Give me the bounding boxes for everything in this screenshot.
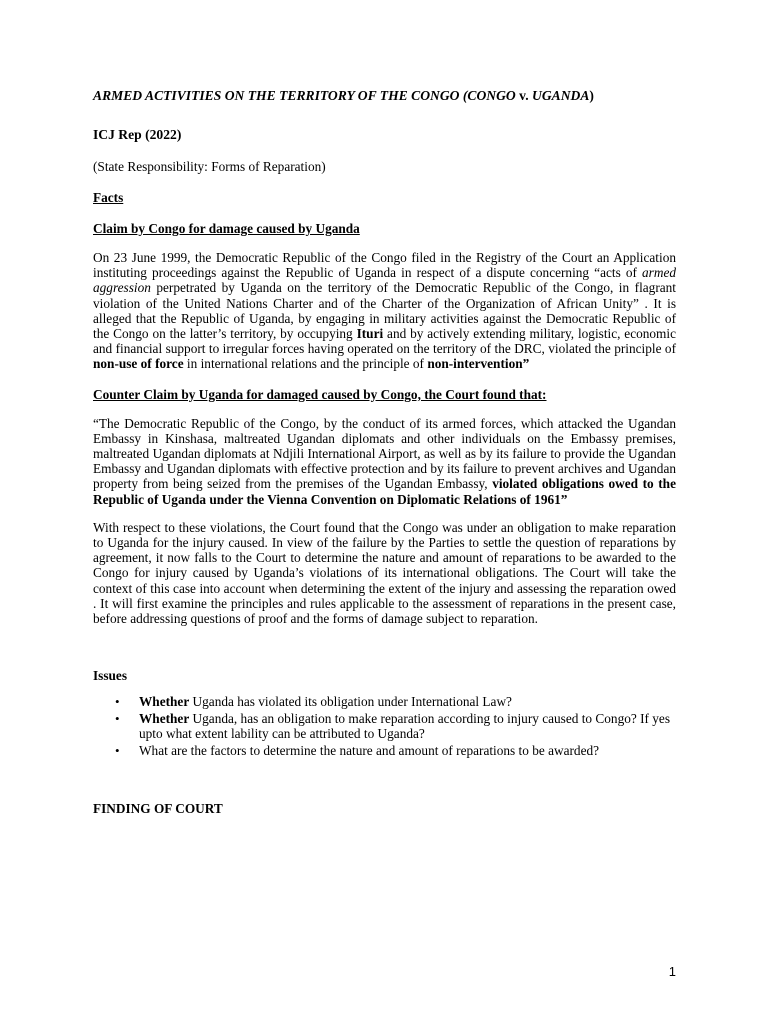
- claim-paragraph: [93, 250, 676, 372]
- case-title-part: ARMED ACTIVITIES ON THE TERRITORY OF THE CONGO (: [93, 88, 468, 103]
- issue-bold-lead: Whether: [139, 710, 190, 726]
- counter-claim-paragraph: [93, 416, 676, 507]
- document-page: [93, 86, 676, 819]
- page-number: 1: [668, 964, 676, 979]
- bullet-icon: •: [115, 743, 120, 759]
- case-citation: ICJ Rep (2022): [93, 127, 182, 142]
- facts-heading: Facts: [93, 190, 124, 205]
- claim-text-armed-aggression: armed aggression: [93, 265, 676, 296]
- issue-text: What are the factors to determine the nature and amount of reparations to be awarded?: [139, 743, 600, 759]
- case-title-versus: v.: [515, 88, 532, 103]
- counter-text-1: “The Democratic Republic of the Congo, by the conduct of its armed forces, which attacked the Ugandan Embassy in Kinshasa, maltreated Ugandan diplomats and other individuals on the Embassy premises, maltreated Ugandan diplomats at Ndjili International Airport, as well as by its failure to provide the Ugandan Embassy and Ugandan diplomats with effective protection and by its failure to prevent archives and Ugandan property from being seized from the premises of the Ugandan Embassy,: [93, 415, 676, 492]
- issues-list: [93, 694, 676, 758]
- issue-item: [93, 743, 676, 759]
- case-title: [93, 86, 676, 106]
- bullet-icon: •: [115, 694, 120, 710]
- case-title-party-congo: CONGO: [467, 88, 516, 103]
- issue-text: Uganda has violated its obligation under International Law?: [189, 694, 512, 710]
- claim-text-non-intervention: non-intervention”: [427, 356, 530, 372]
- case-title-party-uganda: UGANDA: [532, 88, 590, 103]
- claim-heading: Claim by Congo for damage caused by Uganda: [93, 221, 360, 236]
- reparation-paragraph: With respect to these violations, the Court found that the Congo was under an obligation to make reparation to Uganda for the injury caused. In view of the failure by the Parties to settle the question of reparations by agreement, it now falls to the Court to determine the nature and amount of reparations to be awarded to the Congo for injury caused by Uganda’s violations of its international obligations. The Court will take the context of this case into account when determining the extent of the injury and assessing the reparation owed . It will first examine the principles and rules applicable to the assessment of reparations in the present case, before addressing questions of proof and the forms of damage subject to reparation.: [93, 519, 676, 627]
- issue-bold-lead: Whether: [139, 694, 190, 710]
- counter-text-violated-obligations: violated obligations owed to the Republic of Uganda under the Vienna Convention on Diplomatic Relations of 1961”: [93, 476, 676, 507]
- issue-text: Uganda, has an obligation to make reparation according to injury caused to Congo? If yes upto what extent lability can be attributed to Uganda?: [139, 710, 670, 742]
- counter-claim-heading: Counter Claim by Uganda for damaged caused by Congo, the Court found that:: [93, 386, 547, 402]
- claim-text-3: and by actively extending military, logistic, economic and financial support to irregular forces having operated on the territory of the DRC, violated the principle of: [93, 326, 676, 357]
- claim-text-2: perpetrated by Uganda on the territory of the Democratic Republic of the Congo, in flagrant violation of the United Nations Charter and of the Charter of the Organization of African Unity” . It is alleged that the Republic of Uganda, by engaging in military activities against the Democratic Republic of the Congo on the latter’s territory, by occupying: [93, 280, 676, 342]
- issues-heading: Issues: [93, 668, 127, 684]
- claim-text-4: in international relations and the principle of: [183, 356, 428, 372]
- issue-item: [93, 711, 676, 742]
- finding-heading: FINDING OF COURT: [93, 800, 223, 816]
- case-subtitle: (State Responsibility: Forms of Reparation): [93, 159, 326, 174]
- case-title-close: ): [589, 88, 594, 103]
- claim-text-non-use-of-force: non-use of force: [93, 356, 184, 372]
- claim-text-1: On 23 June 1999, the Democratic Republic of the Congo filed in the Registry of the Court an Application instituting proceedings against the Republic of Uganda in respect of a dispute concerning “acts of: [93, 250, 676, 281]
- issue-item: [93, 694, 676, 710]
- bullet-icon: •: [115, 710, 120, 726]
- claim-text-ituri: Ituri: [356, 326, 384, 342]
